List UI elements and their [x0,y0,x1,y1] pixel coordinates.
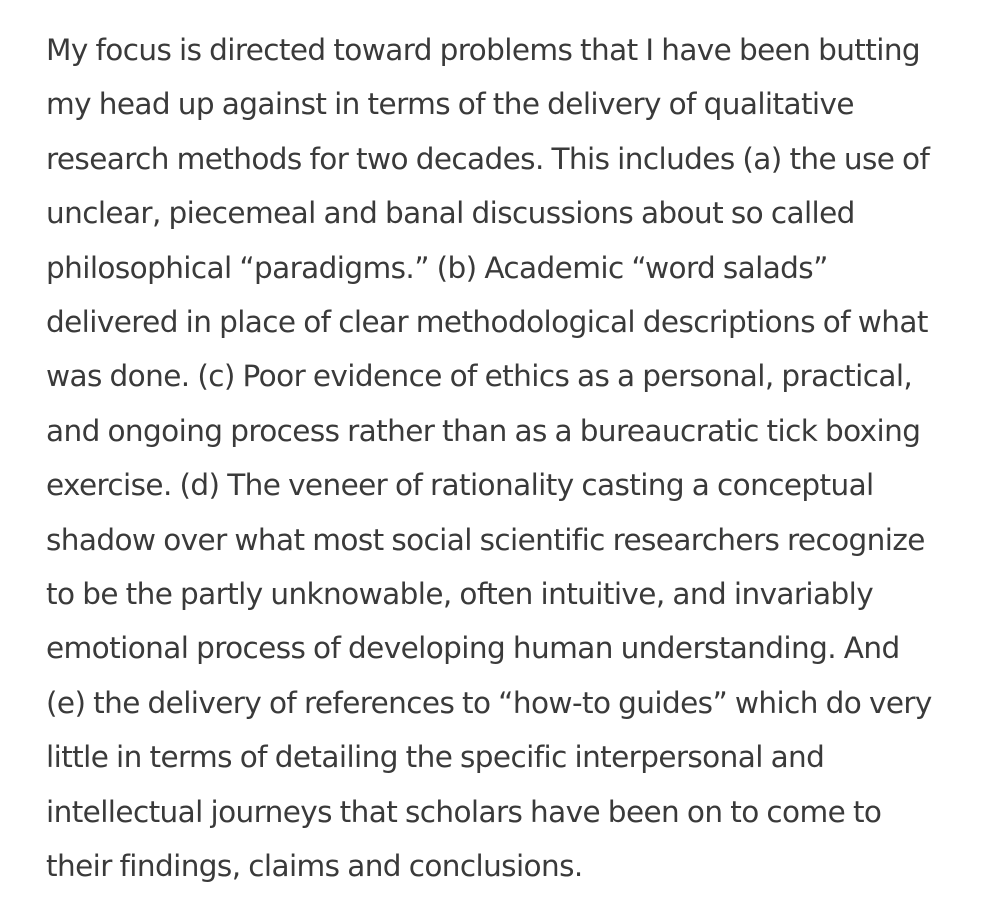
paragraph-line-7: was done. (c) Poor evidence of ethics as a personal, practical, [46,359,913,394]
paragraph-line-10: shadow over what most social scientific researchers recognize [46,522,925,557]
paragraph-line-2: my head up against in terms of the delivery of qualitative [46,87,854,122]
paragraph-line-15: intellectual journeys that scholars have been on to come to [46,794,882,829]
paragraph-line-5: philosophical “paradigms.” (b) Academic “word salads” [46,250,828,285]
paragraph-line-11: to be the partly unknowable, often intuitive, and invariably [46,577,874,612]
paragraph-line-3: research methods for two decades. This includes (a) the use of [46,141,930,176]
paragraph-line-4: unclear, piecemeal and banal discussions about so called [46,196,855,231]
body-paragraph [46,23,960,894]
paragraph-line-8: and ongoing process rather than as a bureaucratic tick boxing [46,413,921,448]
paragraph-line-12: emotional process of developing human understanding. And [46,631,900,666]
paragraph-line-16: their findings, claims and conclusions. [46,849,583,884]
paragraph-line-13: (e) the delivery of references to “how-to guides” which do very [46,685,932,720]
paragraph-line-1: My focus is directed toward problems that I have been butting [46,33,921,67]
paragraph-line-6: delivered in place of clear methodological descriptions of what [46,305,928,340]
paragraph-line-14: little in terms of detailing the specific interpersonal and [46,740,825,775]
paragraph-line-9: exercise. (d) The veneer of rationality casting a conceptual [46,468,874,503]
